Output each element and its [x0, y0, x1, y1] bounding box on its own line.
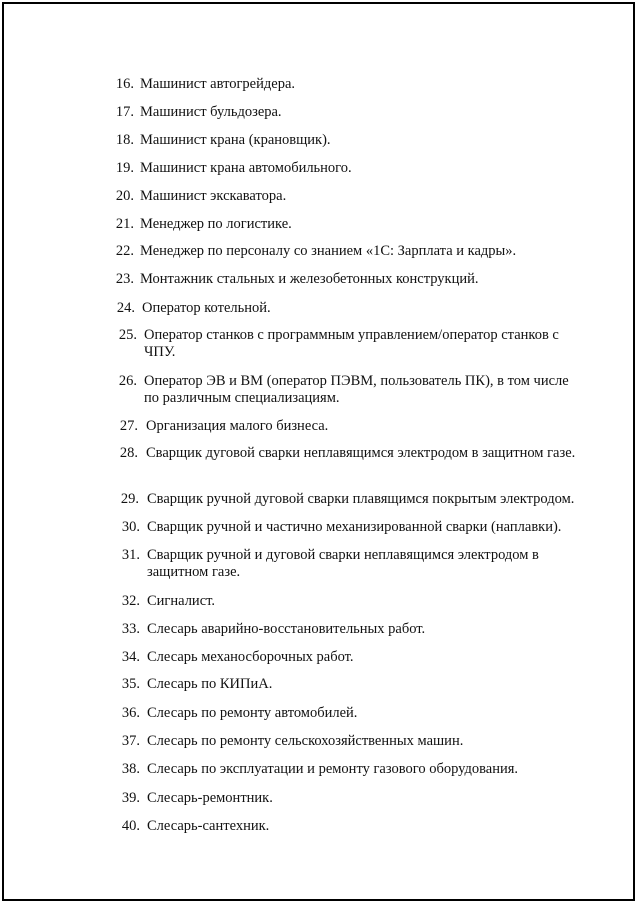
item-text: Машинист экскаватора. [140, 188, 287, 204]
item-number: 16. [115, 76, 134, 92]
item-number: 31. [121, 547, 140, 563]
item-number: 33. [121, 621, 140, 637]
item-number: 30. [121, 519, 140, 535]
item-text: Слесарь аварийно-восстановительных работ. [147, 621, 426, 637]
item-number: 28. [119, 445, 138, 461]
document-page [2, 2, 635, 901]
item-text: Сварщик ручной и дуговой сварки неплавящимся электродом в защитном газе. [147, 547, 539, 580]
item-text: Слесарь механосборочных работ. [147, 649, 354, 665]
item-number: 39. [121, 790, 140, 806]
item-text: Монтажник стальных и железобетонных конструкций. [140, 271, 479, 287]
item-number: 17. [115, 104, 134, 120]
item-text: Машинист крана автомобильного. [140, 160, 352, 176]
item-number: 37. [121, 733, 140, 749]
profession-list [4, 4, 633, 899]
item-text: Машинист бульдозера. [140, 104, 282, 120]
item-text: Машинист крана (крановщик). [140, 132, 331, 148]
item-number: 23. [115, 271, 134, 287]
item-text: Сварщик ручной дуговой сварки плавящимся покрытым электродом. [147, 491, 575, 507]
item-text: Сварщик ручной и частично механизированной сварки (наплавки). [147, 519, 562, 535]
item-text: Машинист автогрейдера. [140, 76, 296, 92]
item-text: Менеджер по логистике. [140, 216, 292, 232]
item-text: Сигналист. [147, 593, 216, 609]
item-number: 18. [115, 132, 134, 148]
item-number: 21. [115, 216, 134, 232]
item-number: 35. [121, 676, 140, 692]
item-text: Сварщик дуговой сварки неплавящимся электродом в защитном газе. [146, 445, 576, 461]
item-text: Оператор станков с программным управлением/оператор станков с ЧПУ. [144, 327, 559, 360]
item-text: Слесарь по ремонту сельскохозяйственных машин. [147, 733, 464, 749]
item-text: Слесарь-сантехник. [147, 818, 270, 834]
item-number: 32. [121, 593, 140, 609]
item-text: Слесарь по эксплуатации и ремонту газового оборудования. [147, 761, 519, 777]
item-number: 25. [118, 327, 137, 343]
item-number: 36. [121, 705, 140, 721]
item-number: 24. [116, 300, 135, 316]
item-number: 40. [121, 818, 140, 834]
item-text: Менеджер по персоналу со знанием «1С: Зарплата и кадры». [140, 243, 517, 259]
item-number: 38. [121, 761, 140, 777]
item-number: 29. [120, 491, 139, 507]
item-number: 20. [115, 188, 134, 204]
item-number: 19. [115, 160, 134, 176]
item-number: 34. [121, 649, 140, 665]
item-text: Организация малого бизнеса. [146, 418, 329, 434]
item-number: 22. [115, 243, 134, 259]
item-text: Слесарь по ремонту автомобилей. [147, 705, 358, 721]
item-number: 27. [119, 418, 138, 434]
item-text: Слесарь по КИПиА. [147, 676, 273, 692]
item-text: Оператор котельной. [142, 300, 271, 316]
item-text: Слесарь-ремонтник. [147, 790, 273, 806]
item-text: Оператор ЭВ и ВМ (оператор ПЭВМ, пользователь ПК), в том числе по различным специализациям. [144, 373, 569, 406]
item-number: 26. [118, 373, 137, 389]
